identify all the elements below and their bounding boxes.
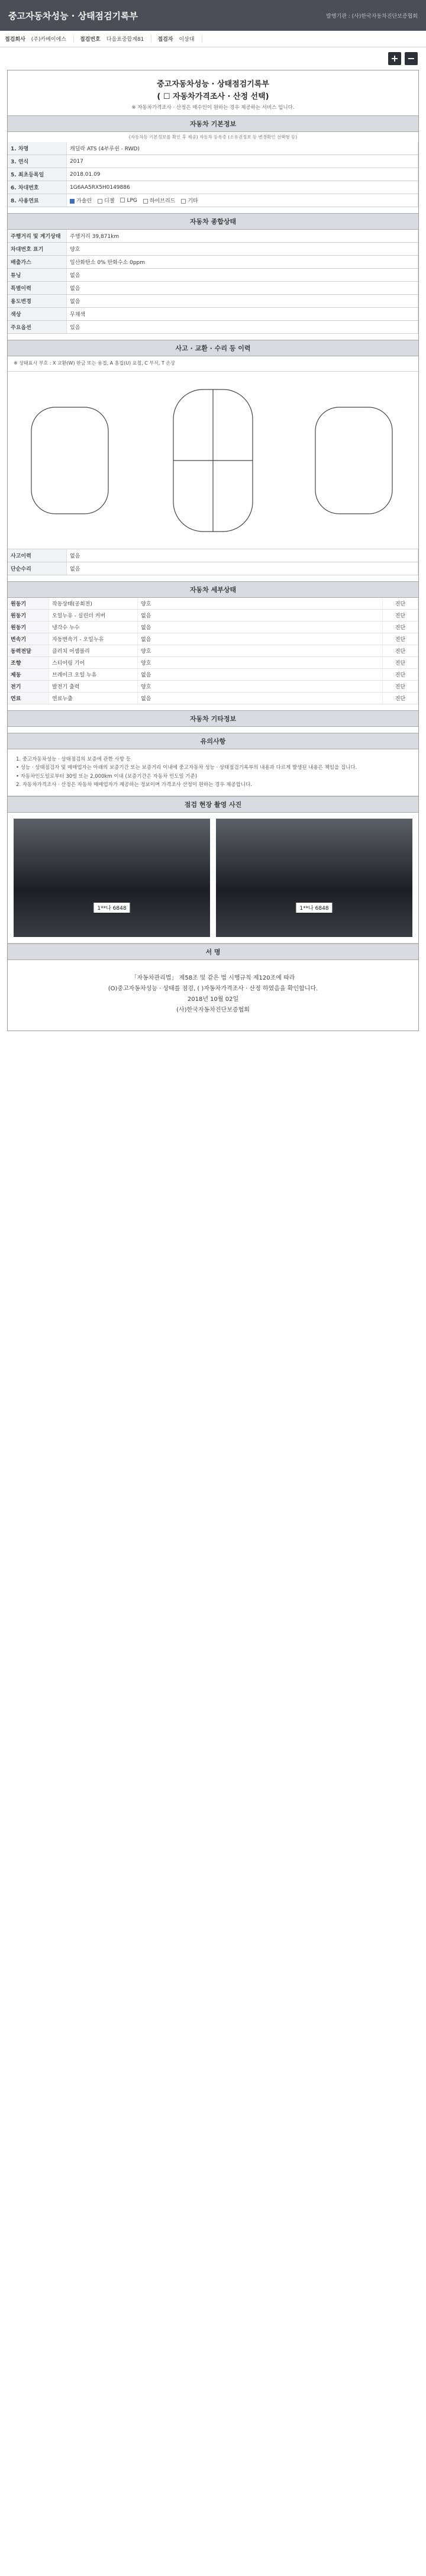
overall-status-row	[8, 321, 418, 334]
detail-state: 양호	[138, 657, 383, 668]
overall-status-label: 주요옵션	[8, 321, 67, 333]
meta-label-number: 접검번호	[79, 37, 101, 43]
fuel-option[interactable]: 디젤	[98, 197, 114, 204]
detail-row	[8, 598, 418, 610]
overall-status-label: 차대번호 표기	[8, 243, 67, 255]
detail-state: 없음	[138, 669, 383, 680]
basic-info-value: 2017	[67, 155, 418, 168]
note-line: • 자동차인도일로부터 30일 또는 2,000km 이내 (보증기간은 자동차 인도일 기준)	[16, 773, 198, 780]
checkbox-icon[interactable]	[181, 199, 186, 204]
fuel-options	[67, 194, 418, 207]
basic-info-row	[8, 168, 418, 181]
accident-legend: ※ 상태표시 부호 : X 교환(W) 판금 또는 용접, A 흠집(U) 요철, C 부식, T 손상	[8, 356, 418, 372]
detail-device: 제동	[8, 669, 49, 680]
overall-status-row	[8, 308, 418, 321]
detail-item: 클러치 어셈블리	[49, 645, 138, 656]
detail-item: 브레이크 오일 누유	[49, 669, 138, 680]
signature-block	[8, 960, 418, 1031]
license-plate: 1**나 6848	[93, 902, 130, 913]
detail-action: 진단	[383, 681, 418, 692]
accident-label: 단순수리	[8, 562, 67, 575]
basic-info-label: 6. 차대번호	[8, 181, 67, 194]
detail-item: 발전기 출력	[49, 681, 138, 692]
top-bar	[0, 0, 426, 31]
basic-info-label: 1. 차명	[8, 142, 67, 154]
zoom-toolbar	[0, 47, 426, 70]
detail-device: 원동기	[8, 610, 49, 621]
meta-value-number: 다음표중합계81	[106, 35, 152, 43]
detail-state: 없음	[138, 622, 383, 633]
basic-info-value: 2018.01.09	[67, 168, 418, 181]
detail-device: 연료	[8, 693, 49, 704]
overall-status-value: 없음	[67, 269, 418, 281]
overall-status-value: 양호	[67, 243, 418, 255]
basic-info-row	[8, 155, 418, 168]
accident-table	[8, 549, 418, 575]
detail-item: 스티어링 기어	[49, 657, 138, 668]
section-basic-subtitle: (자동차등 기본정보를 확인 후 제공) 자동차 등록증 (소유권정보 등 변경확인 선택형 등)	[128, 134, 298, 140]
fuel-option[interactable]: 하이브리드	[143, 197, 175, 204]
car-photo-front[interactable]	[14, 819, 210, 937]
detail-action: 진단	[383, 633, 418, 645]
section-basic-title: 자동차 기본정보	[8, 115, 418, 132]
license-plate: 1**나 6848	[295, 902, 333, 913]
overall-status-label: 특별이력	[8, 282, 67, 294]
meta-bar	[0, 31, 426, 47]
overall-status-value: 주행거리 39,871km	[67, 230, 418, 242]
section-accident-title: 사고 · 교환 · 수리 등 이력	[8, 340, 418, 356]
photo-gallery	[8, 813, 418, 944]
basic-info-table	[8, 142, 418, 194]
detail-item: 자동변속기 - 오일누유	[49, 633, 138, 645]
basic-info-row	[8, 181, 418, 194]
checkbox-icon[interactable]	[98, 199, 102, 204]
document-subtitle: ( ☐ 자동차가격조사 · 산정 선택)	[157, 92, 269, 101]
note-line: • 성능 · 상태점검자 및 매매업자는 아래의 보증기간 또는 보증거리 이내에 중고자동차 성능 · 상태점검기록부의 내용과 다르게 발생된 내용은 책임을 집니다.	[16, 765, 357, 771]
car-photo-rear[interactable]	[216, 819, 412, 937]
sign-org: (사)한국자동차진단보증협회	[176, 1006, 250, 1013]
overall-status-value: 없음	[67, 295, 418, 307]
detail-device: 동력전달	[8, 645, 49, 656]
meta-value-inspector: 이상대	[179, 35, 202, 43]
basic-info-label: 5. 최초등록일	[8, 168, 67, 181]
overall-status-label: 주행거리 및 계기상태	[8, 230, 67, 242]
detail-device: 전기	[8, 681, 49, 692]
detail-item: 오일누유 - 실린더 커버	[49, 610, 138, 621]
car-left-side	[31, 407, 108, 514]
basic-info-label: 3. 연식	[8, 155, 67, 168]
detail-device: 원동기	[8, 598, 49, 609]
car-diagram	[8, 372, 418, 549]
detail-item: 연료누출	[49, 693, 138, 704]
car-right-side	[315, 407, 392, 514]
overall-status-label: 배출가스	[8, 256, 67, 268]
accident-value: 없음	[67, 549, 418, 562]
detail-item: 작동상태(공회전)	[49, 598, 138, 609]
detail-action: 진단	[383, 693, 418, 704]
checkbox-icon[interactable]	[143, 199, 148, 204]
detail-action: 진단	[383, 598, 418, 609]
section-detail-title: 자동차 세부상태	[8, 581, 418, 598]
accident-value: 없음	[67, 562, 418, 575]
document-title: 중고자동차성능 · 상태점검기록부	[157, 80, 269, 89]
detail-device: 원동기	[8, 622, 49, 633]
overall-status-value: 없음	[67, 282, 418, 294]
zoom-in-button[interactable]: +	[388, 52, 401, 65]
overall-status-row	[8, 282, 418, 295]
basic-info-value: 1G6AA5RX5H0149886	[67, 181, 418, 194]
checkbox-icon[interactable]	[70, 199, 75, 204]
note-line: 2. 자동차가격조사 · 산정은 자동차 매매업자가 제공하는 정보이며 가격조사 산정이 원하는 경우 제공합니다.	[16, 782, 253, 788]
detail-row	[8, 669, 418, 681]
overall-status-label: 용도변경	[8, 295, 67, 307]
overall-status-row	[8, 230, 418, 243]
fuel-row	[8, 194, 418, 207]
detail-row	[8, 681, 418, 693]
checkbox-icon[interactable]	[120, 198, 125, 202]
detail-table	[8, 598, 418, 704]
overall-status-row	[8, 295, 418, 308]
car-outline-svg	[8, 372, 418, 549]
overall-status-label: 색상	[8, 308, 67, 320]
basic-info-row	[8, 142, 418, 155]
notes-title: 유의사항	[8, 733, 418, 749]
detail-action: 진단	[383, 669, 418, 680]
overall-status-label: 튜닝	[8, 269, 67, 281]
detail-action: 진단	[383, 645, 418, 656]
sign-date: 2018년 10월 02일	[187, 996, 239, 1003]
detail-row	[8, 610, 418, 622]
detail-action: 진단	[383, 610, 418, 621]
detail-state: 양호	[138, 645, 383, 656]
fuel-option[interactable]: 가솔린	[70, 197, 92, 204]
meta-value-company: (주)카베이에스	[31, 35, 74, 43]
section-special-title: 자동차 기타정보	[8, 710, 418, 727]
meta-label-inspector: 접검자	[157, 37, 173, 43]
overall-status-row	[8, 243, 418, 256]
document-header	[8, 70, 418, 115]
detail-device: 변속기	[8, 633, 49, 645]
notes-body	[8, 749, 418, 796]
fuel-label: 8. 사용연료	[8, 194, 67, 207]
document-notice: ※ 자동차가격조사 · 산정은 매수인이 원하는 경우 제공하는 서비스 입니다.	[131, 105, 295, 111]
detail-state: 양호	[138, 681, 383, 692]
detail-action: 진단	[383, 622, 418, 633]
meta-label-company: 접검회사	[5, 37, 25, 43]
note-line: 1. 중고자동차성능 · 상태점검의 보증에 관한 사항 등	[16, 756, 131, 762]
detail-row	[8, 622, 418, 633]
detail-state: 없음	[138, 693, 383, 704]
overall-status-table	[8, 230, 418, 334]
detail-row	[8, 693, 418, 704]
detail-row	[8, 633, 418, 645]
fuel-option[interactable]: LPG	[120, 198, 137, 204]
section-mileage-title: 자동차 종합상태	[8, 213, 418, 230]
zoom-out-button[interactable]: −	[405, 52, 418, 65]
overall-status-value: 있음	[67, 321, 418, 333]
fuel-option[interactable]: 기타	[181, 197, 198, 204]
inspection-document	[7, 70, 419, 1031]
detail-item: 냉각수 누수	[49, 622, 138, 633]
overall-status-row	[8, 269, 418, 282]
overall-status-row	[8, 256, 418, 269]
overall-status-value: 무채색	[67, 308, 418, 320]
sign-line-2: (O)중고자동차성능 · 상태를 점검, ( )자동차가격조사 · 산정 하였음을 확인합니다.	[108, 985, 318, 992]
overall-status-value: 일산화탄소 0% 탄화수소 0ppm	[67, 256, 418, 268]
detail-row	[8, 645, 418, 657]
accident-row	[8, 549, 418, 562]
detail-state: 없음	[138, 633, 383, 645]
section-photos-title: 점검 현장 촬영 사진	[8, 796, 418, 813]
detail-state: 양호	[138, 598, 383, 609]
sign-line-1: 「자동차관리법」 제58조 및 같은 법 시행규칙 제120조에 따라	[131, 974, 295, 981]
accident-label: 사고이력	[8, 549, 67, 562]
section-sign-title: 서 명	[8, 944, 418, 960]
detail-action: 진단	[383, 657, 418, 668]
window-title: 중고자동차성능 · 상태점검기록부	[8, 10, 138, 21]
detail-device: 조향	[8, 657, 49, 668]
accident-row	[8, 562, 418, 575]
detail-row	[8, 657, 418, 669]
issuer-text: 발행기관 : (사)한국자동차진단보증협회	[326, 13, 418, 20]
detail-state: 없음	[138, 610, 383, 621]
basic-info-value: 캐딜락 ATS (4부루쉰 - RWD)	[67, 142, 418, 154]
